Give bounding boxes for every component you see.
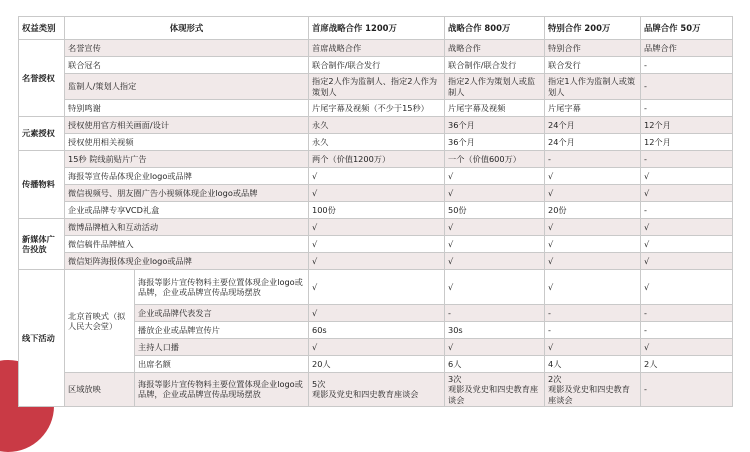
form-cell: 海报等宣传品体现企业logo或品牌	[65, 168, 309, 185]
table-row	[19, 168, 733, 185]
category-honor: 名誉授权	[19, 40, 65, 117]
form-cell: 名誉宣传	[65, 40, 309, 57]
category-materials: 传播物料	[19, 151, 65, 219]
tier1-cell: 片尾字幕及视频（不少于15秒）	[309, 100, 445, 117]
form-cell: 微信稿件品牌植入	[65, 236, 309, 253]
tier3-cell: -	[545, 322, 641, 339]
table-row	[19, 74, 733, 100]
tier4-cell: -	[641, 322, 733, 339]
tier3-cell: 2次 观影及党史和四史教育座谈会	[545, 373, 641, 407]
tier3-cell: 4人	[545, 356, 641, 373]
tier3-cell: 24个月	[545, 134, 641, 151]
tier2-cell: √	[445, 185, 545, 202]
tier3-cell: -	[545, 305, 641, 322]
form-cell: 海报等影片宣传物料主要位置体现企业logo或品牌，企业或品牌宣传品现场摆放	[135, 373, 309, 407]
header-category: 权益类别	[19, 17, 65, 40]
tier2-cell: 3次 观影及党史和四史教育座谈会	[445, 373, 545, 407]
tier1-cell: √	[309, 270, 445, 305]
form-cell: 出席名额	[135, 356, 309, 373]
tier2-cell: √	[445, 253, 545, 270]
table-row	[19, 202, 733, 219]
tier3-cell: √	[545, 236, 641, 253]
form-cell: 微信矩阵海报体现企业logo或品牌	[65, 253, 309, 270]
tier2-cell: 6人	[445, 356, 545, 373]
tier1-cell: 永久	[309, 134, 445, 151]
tier2-cell: √	[445, 236, 545, 253]
tier1-cell: 100份	[309, 202, 445, 219]
form-cell: 授权使用官方相关画面/设计	[65, 117, 309, 134]
tier4-cell: -	[641, 74, 733, 100]
form-cell: 联合冠名	[65, 57, 309, 74]
tier2-cell: 30s	[445, 322, 545, 339]
tier4-cell: -	[641, 100, 733, 117]
tier3-cell: √	[545, 219, 641, 236]
category-offline: 线下活动	[19, 270, 65, 407]
table-row	[19, 270, 733, 305]
form-cell: 企业或品牌代表发言	[135, 305, 309, 322]
tier1-cell: √	[309, 339, 445, 356]
sub-premiere: 北京首映式（拟人民大会堂）	[65, 270, 135, 373]
form-cell: 微信视频号、朋友圈广告小视频体现企业logo或品牌	[65, 185, 309, 202]
header-form: 体现形式	[65, 17, 309, 40]
tier1-cell: 联合制作/联合发行	[309, 57, 445, 74]
header-tier3: 特别合作 200万	[545, 17, 641, 40]
form-cell: 监制人/策划人指定	[65, 74, 309, 100]
tier2-cell: √	[445, 168, 545, 185]
table-row	[19, 100, 733, 117]
table-row	[19, 151, 733, 168]
tier4-cell: √	[641, 185, 733, 202]
tier4-cell: 12个月	[641, 117, 733, 134]
benefits-table	[18, 16, 733, 407]
tier4-cell: 2人	[641, 356, 733, 373]
tier2-cell: 50份	[445, 202, 545, 219]
tier1-cell: √	[309, 168, 445, 185]
form-cell: 微博品牌植入和互动活动	[65, 219, 309, 236]
table-row	[19, 57, 733, 74]
tier4-cell: 12个月	[641, 134, 733, 151]
tier4-cell: √	[641, 168, 733, 185]
tier2-cell: 联合制作/联合发行	[445, 57, 545, 74]
tier1-cell: √	[309, 305, 445, 322]
tier3-cell: 20份	[545, 202, 641, 219]
table-row	[19, 236, 733, 253]
table-row	[19, 185, 733, 202]
tier2-cell: 一个（价值600万）	[445, 151, 545, 168]
sub-regional: 区域放映	[65, 373, 135, 407]
tier2-cell: 战略合作	[445, 40, 545, 57]
tier2-cell: 片尾字幕及视频	[445, 100, 545, 117]
tier1-cell: 两个（价值1200万）	[309, 151, 445, 168]
tier1-cell: √	[309, 219, 445, 236]
table-row	[19, 219, 733, 236]
tier4-cell: -	[641, 57, 733, 74]
tier4-cell: -	[641, 202, 733, 219]
tier3-cell: √	[545, 168, 641, 185]
tier1-cell: √	[309, 185, 445, 202]
table-row	[19, 40, 733, 57]
tier1-cell: 永久	[309, 117, 445, 134]
form-cell: 企业或品牌专享VCD礼盒	[65, 202, 309, 219]
tier4-cell: √	[641, 339, 733, 356]
tier3-cell: 特别合作	[545, 40, 641, 57]
category-element: 元素授权	[19, 117, 65, 151]
tier3-cell: 24个月	[545, 117, 641, 134]
tier3-cell: 片尾字幕	[545, 100, 641, 117]
table-header-row	[19, 17, 733, 40]
tier1-cell: 20人	[309, 356, 445, 373]
tier2-cell: √	[445, 339, 545, 356]
tier2-cell: 36个月	[445, 117, 545, 134]
category-newmedia: 新媒体广告投放	[19, 219, 65, 270]
tier3-cell: -	[545, 151, 641, 168]
form-cell: 播放企业或品牌宣传片	[135, 322, 309, 339]
tier1-cell: √	[309, 236, 445, 253]
form-cell: 15秒 院线前贴片广告	[65, 151, 309, 168]
header-tier4: 品牌合作 50万	[641, 17, 733, 40]
tier4-cell: √	[641, 270, 733, 305]
table-row	[19, 134, 733, 151]
tier4-cell: -	[641, 151, 733, 168]
table-row	[19, 373, 733, 407]
tier4-cell: √	[641, 236, 733, 253]
tier4-cell: -	[641, 373, 733, 407]
tier3-cell: √	[545, 270, 641, 305]
tier2-cell: √	[445, 219, 545, 236]
tier3-cell: √	[545, 253, 641, 270]
tier1-cell: 首席战略合作	[309, 40, 445, 57]
table-row	[19, 117, 733, 134]
header-tier1: 首席战略合作 1200万	[309, 17, 445, 40]
header-tier2: 战略合作 800万	[445, 17, 545, 40]
tier2-cell: √	[445, 270, 545, 305]
tier2-cell: 指定2人作为策划人或监制人	[445, 74, 545, 100]
tier3-cell: √	[545, 185, 641, 202]
form-cell: 授权使用相关视频	[65, 134, 309, 151]
tier4-cell: -	[641, 305, 733, 322]
tier1-cell: 指定2人作为监制人、指定2人作为策划人	[309, 74, 445, 100]
tier3-cell: 联合发行	[545, 57, 641, 74]
tier2-cell: 36个月	[445, 134, 545, 151]
form-cell: 特别鸣谢	[65, 100, 309, 117]
form-cell: 海报等影片宣传物料主要位置体现企业logo或品牌，企业或品牌宣传品现场摆放	[135, 270, 309, 305]
tier2-cell: -	[445, 305, 545, 322]
tier4-cell: √	[641, 253, 733, 270]
tier4-cell: √	[641, 219, 733, 236]
tier4-cell: 品牌合作	[641, 40, 733, 57]
form-cell: 主持人口播	[135, 339, 309, 356]
table-row	[19, 253, 733, 270]
tier3-cell: √	[545, 339, 641, 356]
tier1-cell: 60s	[309, 322, 445, 339]
tier1-cell: 5次 观影及党史和四史教育座谈会	[309, 373, 445, 407]
tier1-cell: √	[309, 253, 445, 270]
tier3-cell: 指定1人作为监制人或策划人	[545, 74, 641, 100]
